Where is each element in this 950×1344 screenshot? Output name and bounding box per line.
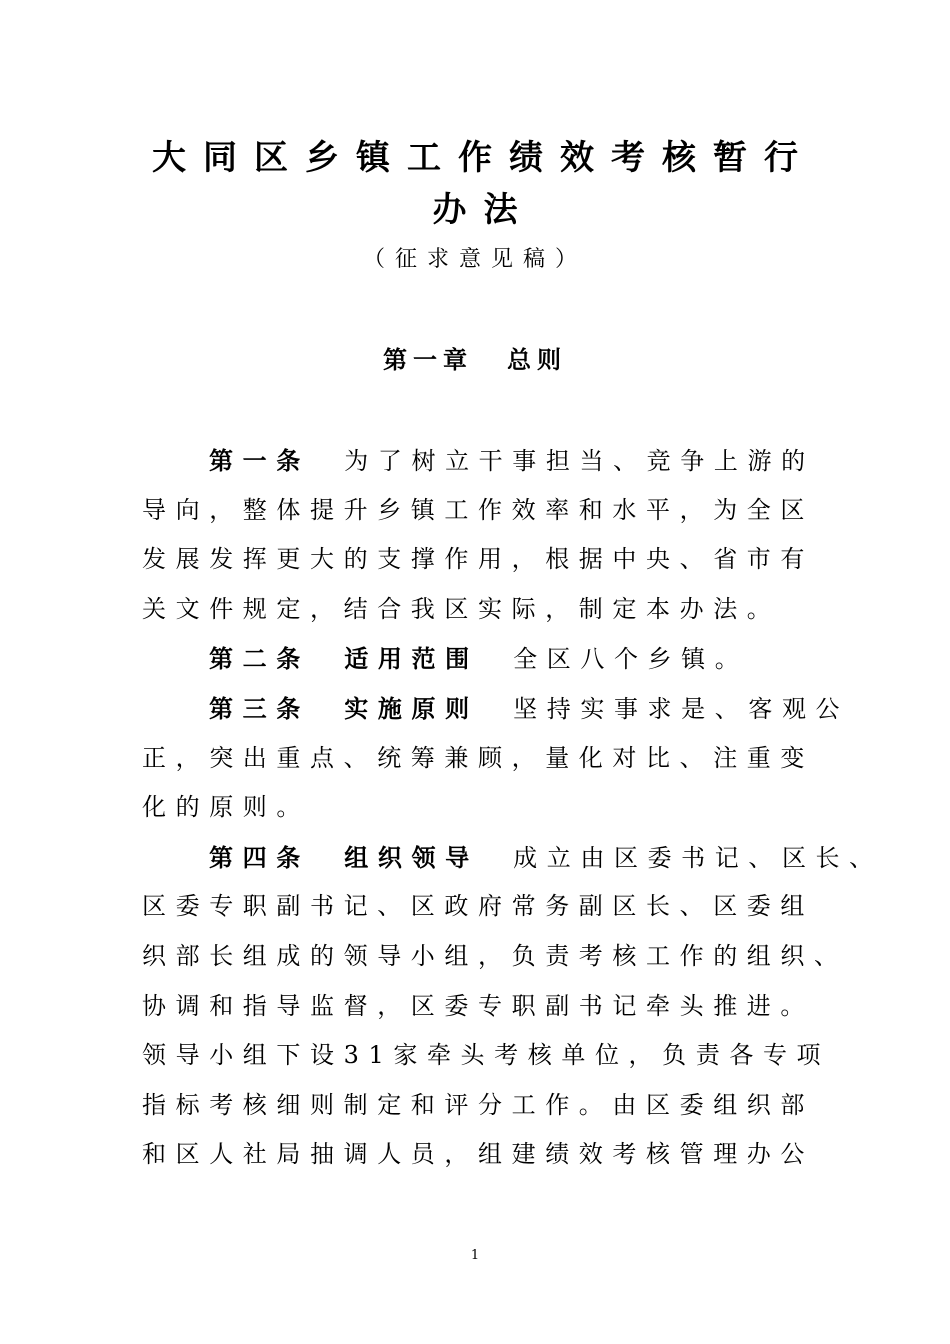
article-4-line-1 xyxy=(142,833,883,883)
article-text: 全区八个乡镇。 xyxy=(513,645,749,674)
article-2-line-1 xyxy=(142,634,832,684)
article-3-line-1 xyxy=(142,684,850,734)
article-heading: 第三条 xyxy=(209,693,310,723)
article-topic: 实施原则 xyxy=(344,693,479,723)
article-text: 成立由区委书记、区长、 xyxy=(513,843,883,872)
article-1-line-1 xyxy=(142,436,832,486)
article-4-line-5: 领导小组下设31家牵头考核单位，负责各专项 xyxy=(142,1041,831,1070)
body-text xyxy=(142,436,883,1180)
article-1-line-3: 发展发挥更大的支撑作用，根据中央、省市有 xyxy=(142,545,814,574)
article-text: 为了树立干事担当、竞争上游的 xyxy=(344,447,815,475)
document-subtitle: （征求意见稿） xyxy=(362,247,587,272)
article-4-line-6: 指标考核细则制定和评分工作。由区委组织部 xyxy=(142,1090,814,1119)
article-heading: 第四条 xyxy=(209,842,310,872)
article-heading: 第二条 xyxy=(209,644,310,674)
article-4-line-3: 织部长组成的领导小组，负责考核工作的组织、 xyxy=(142,941,848,970)
document-title-line-2: 办法 xyxy=(432,190,535,230)
page-number: 1 xyxy=(470,1248,480,1263)
article-4-line-7: 和区人社局抽调人员，组建绩效考核管理办公 xyxy=(142,1140,814,1169)
chapter-name: 总则 xyxy=(507,345,567,374)
article-text: 坚持实事求是、客观公 xyxy=(513,694,850,723)
chapter-heading xyxy=(0,342,950,378)
article-4-line-2: 区委专职副书记、区政府常务副区长、区委组 xyxy=(142,892,814,921)
article-1-line-4: 关文件规定，结合我区实际，制定本办法。 xyxy=(142,594,781,623)
chapter-number: 第一章 xyxy=(383,345,473,374)
article-topic: 组织领导 xyxy=(344,842,479,872)
article-4-line-4: 协调和指导监督，区委专职副书记牵头推进。 xyxy=(142,991,814,1020)
article-3-line-2: 正，突出重点、统筹兼顾，量化对比、注重变 xyxy=(142,743,814,772)
article-3-line-3: 化的原则。 xyxy=(142,793,310,822)
article-1-line-2: 导向，整体提升乡镇工作效率和水平，为全区 xyxy=(142,495,814,524)
article-topic: 适用范围 xyxy=(344,644,479,674)
document-title-line-1: 大同区乡镇工作绩效考核暂行 xyxy=(152,138,815,178)
article-heading: 第一条 xyxy=(209,446,310,475)
